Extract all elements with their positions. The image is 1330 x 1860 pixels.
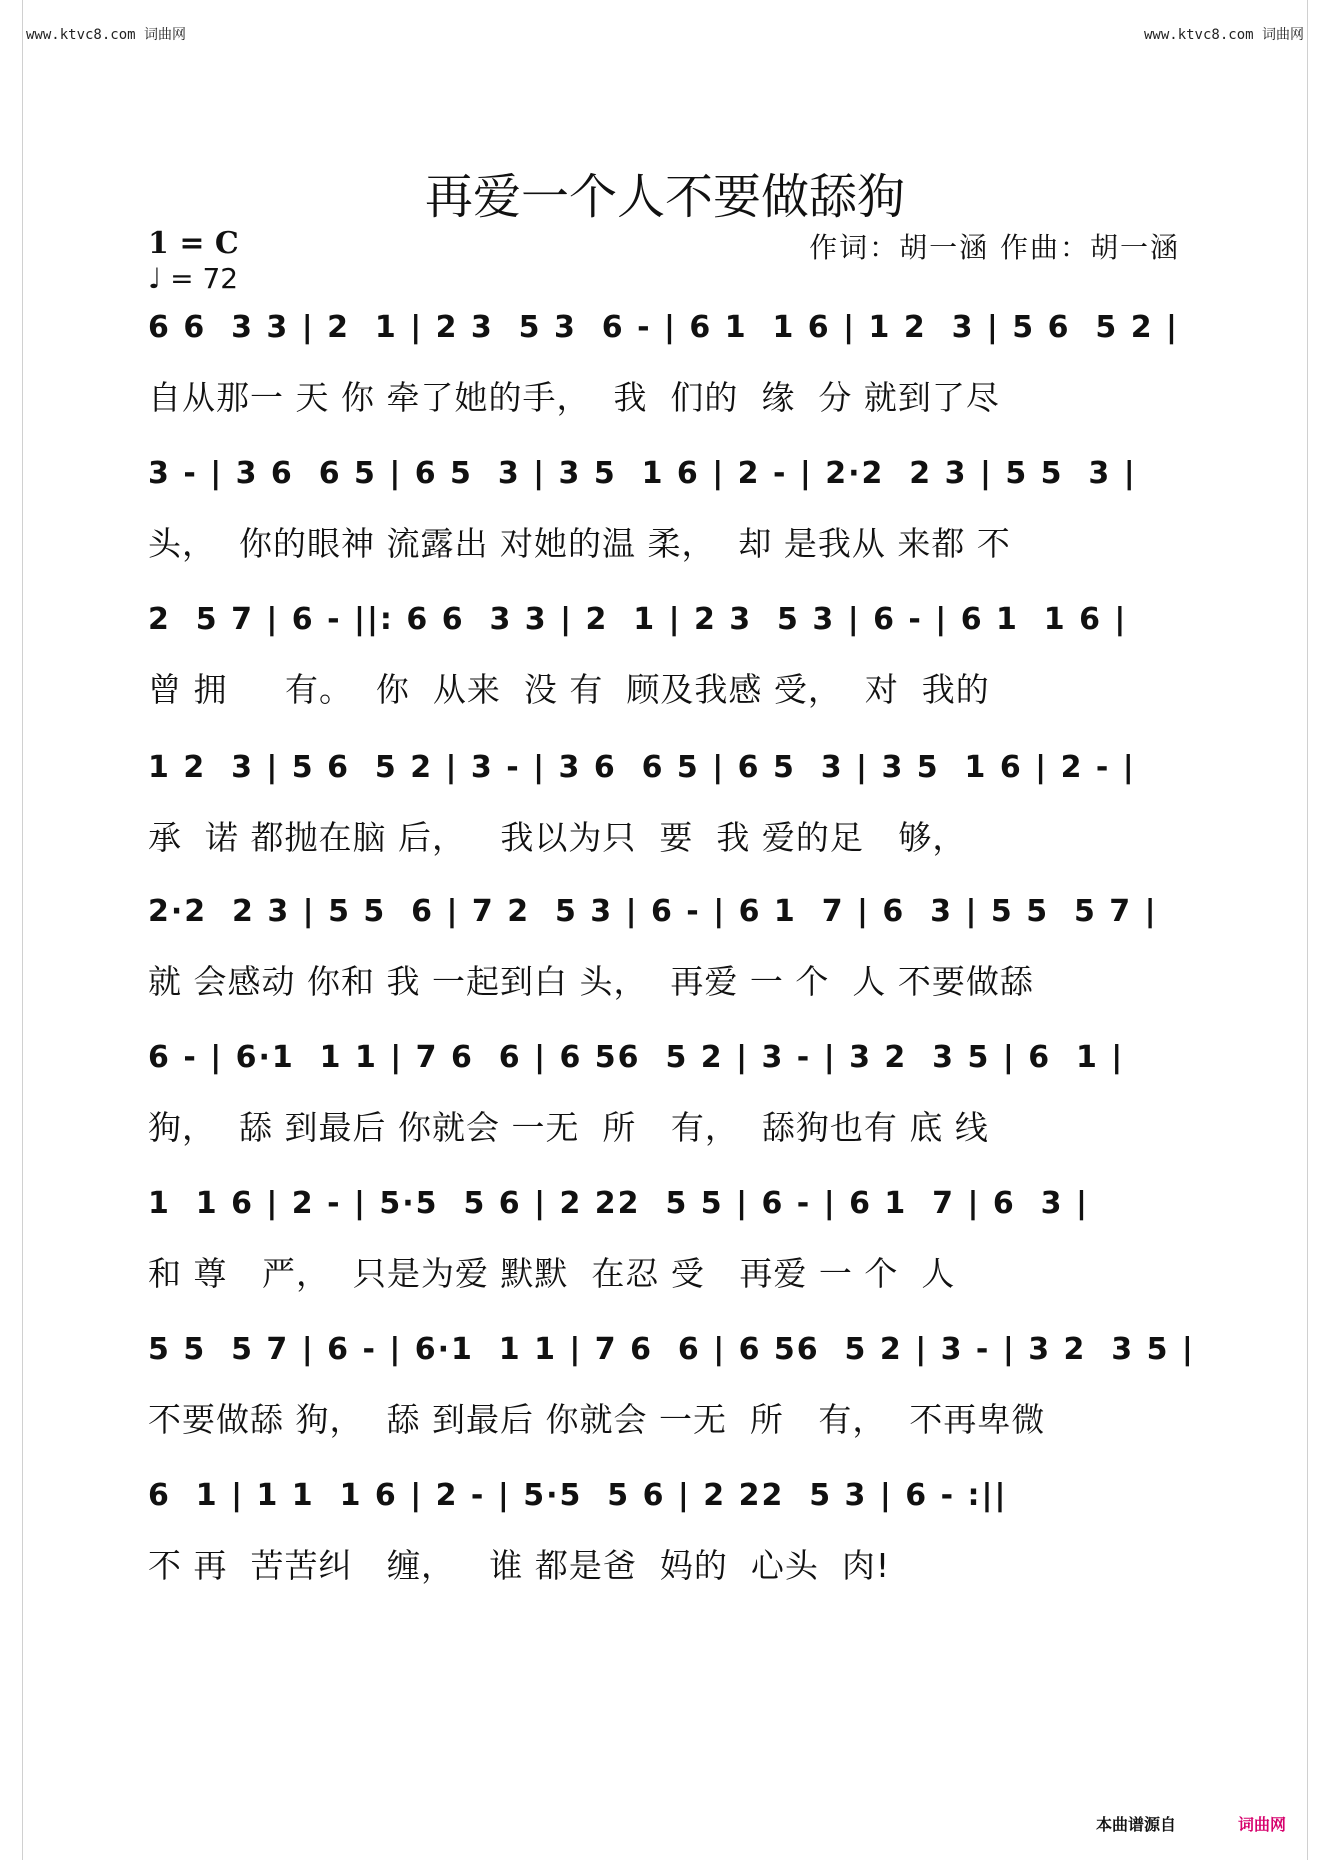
song-credits: 作词：胡一涵 作曲：胡一涵 [809, 231, 1180, 264]
lyrics-line: 不 再 苦苦纠 缠， 谁 都是爸 妈的 心头 肉! [148, 1546, 891, 1585]
lyrics-line: 就 会感动 你和 我 一起到白 头， 再爱 一 个 人 不要做舔 [148, 962, 1034, 1001]
notation-line: 6 1 | 1 1 1 6 | 2 - | 5·5 5 6 | 2 22 5 3 | 6 - :|| [148, 1478, 1008, 1513]
left-margin-line [22, 0, 23, 1860]
lyrics-line: 自从那一 天 你 牵了她的手， 我 们的 缘 分 就到了尽 [148, 378, 1000, 417]
key-signature: 1 = C [148, 226, 239, 261]
notation-line: 5 5 5 7 | 6 - | 6·1 1 1 | 7 6 6 | 6 56 5 2 | 3 - | 3 2 3 5 | [148, 1332, 1195, 1367]
header-url-left[interactable]: www.ktvc8.com 词曲网 [26, 27, 187, 43]
footer-source-label: 本曲谱源自 [1096, 1815, 1177, 1834]
header-url-right[interactable]: www.ktvc8.com 词曲网 [1143, 27, 1304, 43]
lyrics-line: 狗， 舔 到最后 你就会 一无 所 有， 舔狗也有 底 线 [148, 1108, 989, 1147]
notation-line: 6 6 3 3 | 2 1 | 2 3 5 3 6 - | 6 1 1 6 | 1 2 3 | 5 6 5 2 | [148, 310, 1179, 345]
notation-line: 2·2 2 3 | 5 5 6 | 7 2 5 3 | 6 - | 6 1 7 | 6 3 | 5 5 5 7 | [148, 894, 1158, 929]
notation-line: 2 5 7 | 6 - ||: 6 6 3 3 | 2 1 | 2 3 5 3 | 6 - | 6 1 1 6 | [148, 602, 1128, 637]
lyrics-line: 头， 你的眼神 流露出 对她的温 柔， 却 是我从 来都 不 [148, 524, 1011, 563]
lyrics-line: 不要做舔 狗， 舔 到最后 你就会 一无 所 有， 不再卑微 [148, 1400, 1046, 1439]
right-margin-line [1307, 0, 1308, 1860]
lyrics-line: 和 尊 严， 只是为爱 默默 在忍 受 再爱 一 个 人 [148, 1254, 956, 1293]
song-title: 再爱一个人不要做舔狗 [424, 169, 905, 225]
footer-source-site[interactable]: 词曲网 [1238, 1815, 1287, 1834]
notation-line: 6 - | 6·1 1 1 | 7 6 6 | 6 56 5 2 | 3 - | 3 2 3 5 | 6 1 | [148, 1040, 1125, 1075]
tempo-marking: ♩ = 72 [148, 262, 239, 295]
notation-line: 3 - | 3 6 6 5 | 6 5 3 | 3 5 1 6 | 2 - | 2·2 2 3 | 5 5 3 | [148, 456, 1137, 491]
lyrics-line: 曾 拥 有。 你 从来 没 有 顾及我感 受， 对 我的 [148, 670, 990, 709]
lyrics-line: 承 诺 都抛在脑 后， 我以为只 要 我 爱的足 够， [148, 818, 967, 857]
notation-line: 1 2 3 | 5 6 5 2 | 3 - | 3 6 6 5 | 6 5 3 | 3 5 1 6 | 2 - | [148, 750, 1136, 785]
notation-line: 1 1 6 | 2 - | 5·5 5 6 | 2 22 5 5 | 6 - | 6 1 7 | 6 3 | [148, 1186, 1089, 1221]
